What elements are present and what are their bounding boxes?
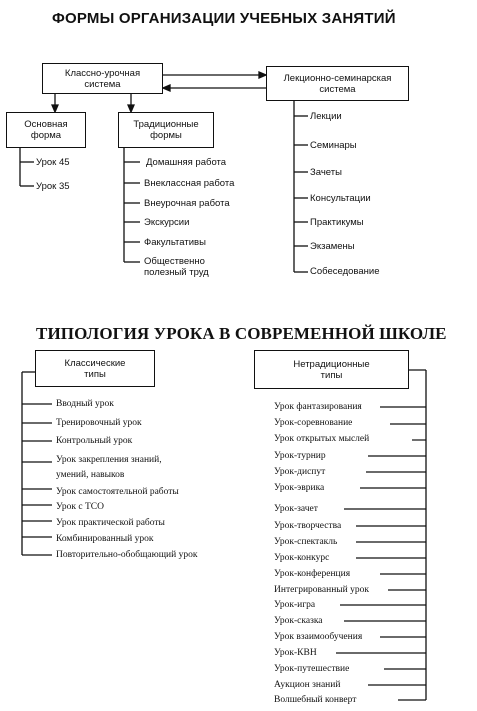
nontraditional-item: Урок-творчества	[274, 521, 342, 531]
classic-item: Вводный урок	[56, 399, 114, 409]
lecture-seminar-system-box: Лекционно-семинарская система	[266, 66, 409, 101]
lecture-item: Семинары	[310, 140, 357, 151]
classic-item: Урок с ТСО	[56, 502, 104, 512]
classic-item: Повторительно-обобщающий урок	[56, 550, 198, 560]
classic-item: Комбинированный урок	[56, 534, 154, 544]
traditional-item: Общественно полезный труд	[144, 256, 209, 278]
nontraditional-item: Урок-сказка	[274, 616, 323, 626]
traditional-item: Факультативы	[144, 237, 206, 248]
main-form-box: Основная форма	[6, 112, 86, 148]
classic-item: Тренировочный урок	[56, 418, 142, 428]
lecture-item: Практикумы	[310, 217, 364, 228]
section1-title: ФОРМЫ ОРГАНИЗАЦИИ УЧЕБНЫХ ЗАНЯТИЙ	[52, 10, 396, 27]
traditional-item: Экскурсии	[144, 217, 190, 228]
section2-title: ТИПОЛОГИЯ УРОКА В СОВРЕМЕННОЙ ШКОЛЕ	[36, 324, 447, 343]
nontraditional-item: Волшебный конверт	[274, 695, 357, 705]
nontraditional-item: Урок-турнир	[274, 451, 326, 461]
nontraditional-item: Урок-спектакль	[274, 537, 338, 547]
traditional-item: Внеклассная работа	[144, 178, 235, 189]
arrowhead-left-1	[163, 85, 170, 91]
main-form-item: Урок 45	[36, 157, 70, 168]
nontraditional-ticks	[336, 407, 426, 700]
arrowhead-right-1	[259, 72, 266, 78]
nontraditional-item: Урок фантазирования	[274, 402, 362, 412]
nontraditional-item: Урок-игра	[274, 600, 316, 610]
main-form-item: Урок 35	[36, 181, 70, 192]
nontraditional-types-box: Нетрадиционные типы	[254, 350, 409, 389]
nontraditional-item: Урок-КВН	[274, 648, 317, 658]
classic-item: Урок закрепления знаний, умений, навыков	[56, 455, 162, 480]
nontraditional-item: Урок-диспут	[274, 467, 326, 477]
nontraditional-item: Урок-соревнование	[274, 418, 353, 428]
traditional-forms-box: Традиционные формы	[118, 112, 214, 148]
lecture-item: Консультации	[310, 193, 371, 204]
classic-item: Урок самостоятельной работы	[56, 487, 179, 497]
nontraditional-item: Урок-эврика	[274, 483, 325, 493]
nontraditional-item: Урок взаимообучения	[274, 632, 363, 642]
nontraditional-item: Урок-путешествие	[274, 664, 350, 674]
nontraditional-item: Урок-зачет	[274, 504, 318, 514]
classic-item: Урок практической работы	[56, 518, 165, 528]
classic-types-box: Классические типы	[35, 350, 155, 387]
nontraditional-item: Урок-конкурс	[274, 553, 330, 563]
lecture-item: Собеседование	[310, 266, 380, 277]
lecture-item: Лекции	[310, 111, 342, 122]
nontraditional-item: Урок открытых мыслей	[274, 434, 370, 444]
traditional-item: Внеурочная работа	[144, 198, 230, 209]
lecture-item: Экзамены	[310, 241, 355, 252]
nontraditional-item: Урок-конференция	[274, 569, 351, 579]
nontraditional-item: Аукцион знаний	[274, 680, 341, 690]
classic-item: Контрольный урок	[56, 436, 133, 446]
traditional-item: Домашняя работа	[146, 157, 227, 168]
lecture-item: Зачеты	[310, 167, 342, 178]
nontraditional-item: Интегрированный урок	[274, 585, 369, 595]
class-lesson-system-box: Классно-урочная система	[42, 63, 163, 94]
